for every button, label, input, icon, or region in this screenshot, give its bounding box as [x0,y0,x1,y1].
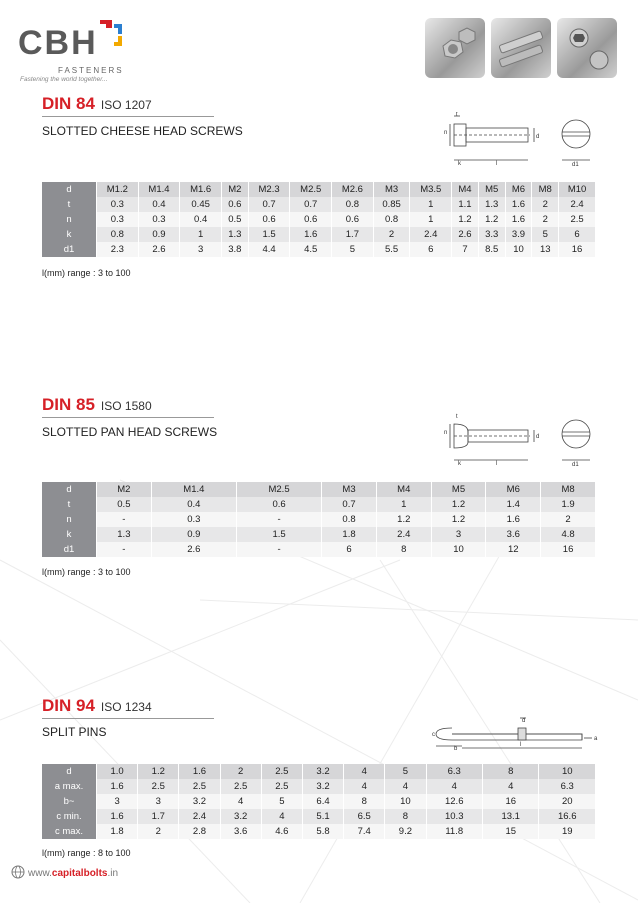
din84-cell: 1 [180,227,222,242]
din94-cell: 7.4 [344,824,385,839]
din85-cell: 1.2 [376,512,431,527]
din85-cell: 1.2 [431,512,486,527]
din94-cell: 5 [261,794,302,809]
din85-cell: 8 [376,542,431,557]
din84-cell: 0.4 [180,212,222,227]
din85-cell: 10 [431,542,486,557]
din84-cell: M10 [559,182,596,197]
din85-cell: M8 [541,482,596,497]
din85-cell: 12 [486,542,541,557]
din84-iso: ISO 1207 [100,98,152,112]
din85-cell: M3 [322,482,377,497]
din84-cell: 0.6 [248,212,290,227]
din84-cell: 3 [180,242,222,257]
din94-cell: 1.8 [97,824,138,839]
din84-cell: 3.3 [478,227,505,242]
din85-cell: 0.3 [151,512,236,527]
din94-cell: 6.3 [426,764,482,779]
din94-cell: 4 [385,779,426,794]
din84-cell: 2.6 [138,242,180,257]
din84-cell: 1 [410,197,452,212]
din85-cell: 1.3 [97,527,152,542]
din94-cell: 6.4 [302,794,343,809]
din94-cell: 3.2 [220,809,261,824]
din85-diagram-d1: d1 [572,462,579,468]
din85-diagram-t: t [456,414,458,420]
din85-cell: 1.9 [541,497,596,512]
din94-diagram-d: d [522,718,526,724]
din85-row-label: d [42,482,97,497]
din94-cell: 1.6 [179,764,220,779]
din94-cell: 10 [539,764,596,779]
din85-diagram-d: d [536,434,540,440]
din94-diagram-l: l [520,742,522,748]
din85-cell: 1.6 [486,512,541,527]
din94-cell: 10 [385,794,426,809]
din84-subtitle: SLOTTED CHEESE HEAD SCREWS [42,124,243,138]
din84-diagram-t: t [456,112,458,118]
product-photos [425,18,617,78]
din85-cell: 1 [376,497,431,512]
din84-cell: M2 [221,182,248,197]
din84-cell: 0.6 [290,212,332,227]
din94-cell: 8 [344,794,385,809]
din85-row-label: k [42,527,97,542]
logo-mark-icon [96,20,126,50]
din85-cell: 0.5 [97,497,152,512]
din84-row-label: k [42,227,97,242]
din84-cell: 1.2 [478,212,505,227]
din84-row-3 [42,227,596,242]
din94-table [42,764,596,839]
din84-cell: 0.8 [332,197,374,212]
din94-cell: 8 [482,764,538,779]
din84-cell: 5 [532,227,559,242]
din84-row-1 [42,197,596,212]
din85-cell: 3.6 [486,527,541,542]
din84-cell: 4.4 [248,242,290,257]
din85-diagram-l: l [496,461,498,467]
din84-diagram-k: k [458,161,461,167]
din84-range: l(mm) range : 3 to 100 [42,268,131,278]
din94-cell: 2.8 [179,824,220,839]
din84-cell: 8.5 [478,242,505,257]
din94-cell: 10.3 [426,809,482,824]
din84-cell: 6 [559,227,596,242]
din85-cell: M6 [486,482,541,497]
din84-cell: 0.4 [138,197,180,212]
din85-range: l(mm) range : 3 to 100 [42,567,131,577]
din94-cell: 2.4 [179,809,220,824]
din84-cell: M1.6 [180,182,222,197]
din84-cell: 0.45 [180,197,222,212]
din84-cell: 1.3 [478,197,505,212]
din85-diagram-k: k [458,461,461,467]
din85-table [42,482,596,557]
din84-cell: 0.9 [138,227,180,242]
din84-row-2 [42,212,596,227]
din84-cell: M3.5 [410,182,452,197]
din84-cell: 2 [532,212,559,227]
din85-cell: 4.8 [541,527,596,542]
din94-rule [42,718,214,719]
din84-cell: 7 [452,242,479,257]
din85-cell: M2 [97,482,152,497]
din84-cell: M5 [478,182,505,197]
din94-cell: 1.6 [97,779,138,794]
din84-cell: M8 [532,182,559,197]
din84-cell: 2.4 [559,197,596,212]
din84-cell: 2 [532,197,559,212]
din94-cell: 2 [138,824,179,839]
din84-cell: 0.85 [373,197,410,212]
din94-cell: 4 [220,794,261,809]
din94-range: l(mm) range : 8 to 100 [42,848,131,858]
din85-cell: 0.8 [322,512,377,527]
din84-cell: 13 [532,242,559,257]
din94-cell: 6.5 [344,809,385,824]
din94-cell: 3 [97,794,138,809]
screws-photo [557,18,617,78]
din84-row-label: n [42,212,97,227]
din84-cell: 6 [410,242,452,257]
din94-cell: 4.6 [261,824,302,839]
din84-cell: 5 [332,242,374,257]
din94-cell: 4 [482,779,538,794]
din85-cell: 2.6 [151,542,236,557]
logo-subtext: FASTENERS [58,66,124,75]
din84-cell: M2.3 [248,182,290,197]
din85-cell: M1.4 [151,482,236,497]
din94-row-4 [42,824,596,839]
din85-cell: 0.6 [236,497,321,512]
din94-row-label: c max. [42,824,97,839]
din84-cell: 10 [505,242,532,257]
din84-cell: 2.3 [97,242,139,257]
din84-cell: 1.6 [505,212,532,227]
din85-cell: 1.2 [431,497,486,512]
din84-row-label: d1 [42,242,97,257]
din85-cell: 16 [541,542,596,557]
din94-cell: 2.5 [220,779,261,794]
din84-diagram-d1: d1 [572,162,579,168]
din84-cell: M1.2 [97,182,139,197]
din94-cell: 15 [482,824,538,839]
din85-cell: 2 [541,512,596,527]
din85-rule [42,417,214,418]
din94-row-label: b~ [42,794,97,809]
din94-cell: 8 [385,809,426,824]
din85-cell: 0.7 [322,497,377,512]
din94-cell: 1.6 [97,809,138,824]
din85-cell: 2.4 [376,527,431,542]
din85-cell: 6 [322,542,377,557]
bolts-photo [491,18,551,78]
din94-cell: 3.2 [302,764,343,779]
din94-row-label: a max. [42,779,97,794]
din94-cell: 2.5 [179,779,220,794]
din94-cell: 16.6 [539,809,596,824]
din94-diagram [432,712,602,752]
din84-cell: 0.6 [221,197,248,212]
din94-cell: 3.2 [179,794,220,809]
din94-cell: 5.8 [302,824,343,839]
din85-row-2 [42,512,596,527]
din94-cell: 1.7 [138,809,179,824]
din85-cell: - [236,512,321,527]
din85-diagram-n: n [444,430,448,436]
din84-cell: 1.5 [248,227,290,242]
din84-cell: 1.3 [221,227,248,242]
din84-cell: 4.5 [290,242,332,257]
din84-cell: 0.8 [97,227,139,242]
din94-cell: 4 [344,779,385,794]
din85-row-3 [42,527,596,542]
din94-row-3 [42,809,596,824]
din94-diagram-c: c [432,732,435,738]
din85-cell: 3 [431,527,486,542]
logo-text: CBH [18,24,98,62]
din94-cell: 6.3 [539,779,596,794]
din94-cell: 11.8 [426,824,482,839]
din85-cell: - [97,512,152,527]
logo-tagline: Fastening the world together... [20,76,108,83]
din94-cell: 19 [539,824,596,839]
din84-cell: 0.5 [221,212,248,227]
din94-iso: ISO 1234 [100,700,152,714]
din84-cell: 0.3 [97,212,139,227]
din84-cell: 2 [373,227,410,242]
din85-subtitle: SLOTTED PAN HEAD SCREWS [42,425,218,439]
din85-cell: M2.5 [236,482,321,497]
din84-cell: 0.7 [290,197,332,212]
din84-cell: 0.3 [97,197,139,212]
din85-cell: 1.8 [322,527,377,542]
din84-row-0 [42,182,596,197]
din94-cell: 3.2 [302,779,343,794]
din94-cell: 20 [539,794,596,809]
din84-diagram [438,112,598,170]
din94-cell: 4 [426,779,482,794]
din84-diagram-n: n [444,130,448,136]
din84-cell: 1.1 [452,197,479,212]
din94-cell: 2.5 [261,779,302,794]
din84-cell: M1.4 [138,182,180,197]
din94-row-2 [42,794,596,809]
company-logo [18,18,138,88]
din84-diagram-l: l [496,161,498,167]
din94-diagram-a: a [594,736,598,742]
din84-title: DIN 84 ISO 1207 [42,94,152,113]
din84-diagram-d: d [536,134,540,140]
din94-cell: 9.2 [385,824,426,839]
din94-cell: 2 [220,764,261,779]
din85-iso: ISO 1580 [100,399,152,413]
din85-row-0 [42,482,596,497]
din84-cell: M4 [452,182,479,197]
din85-row-4 [42,542,596,557]
din85-row-label: t [42,497,97,512]
din84-cell: 2.6 [452,227,479,242]
din94-row-label: d [42,764,97,779]
din84-cell: 0.7 [248,197,290,212]
din85-cell: 0.9 [151,527,236,542]
din85-cell: M4 [376,482,431,497]
din84-cell: 3.8 [221,242,248,257]
din94-cell: 2.5 [261,764,302,779]
din84-row-4 [42,242,596,257]
din84-cell: 0.8 [373,212,410,227]
din94-cell: 5 [385,764,426,779]
din85-row-label: n [42,512,97,527]
website-link[interactable]: www.capitalbolts.in [28,868,119,879]
din84-cell: 2.5 [559,212,596,227]
din84-row-label: t [42,197,97,212]
globe-icon [10,864,26,880]
din84-cell: 2.4 [410,227,452,242]
din85-cell: 1.5 [236,527,321,542]
din84-table [42,182,596,257]
din85-cell: - [236,542,321,557]
din94-cell: 3 [138,794,179,809]
din94-cell: 13.1 [482,809,538,824]
din94-subtitle: SPLIT PINS [42,725,107,739]
din85-cell: 1.4 [486,497,541,512]
din84-cell: M6 [505,182,532,197]
din94-cell: 5.1 [302,809,343,824]
din84-cell: M2.5 [290,182,332,197]
din94-cell: 4 [261,809,302,824]
din84-cell: 16 [559,242,596,257]
din85-diagram [438,412,598,470]
din94-cell: 1.2 [138,764,179,779]
din84-cell: 1.7 [332,227,374,242]
din94-cell: 1.0 [97,764,138,779]
din84-cell: 1.6 [505,197,532,212]
din84-cell: 3.9 [505,227,532,242]
din84-cell: M2.6 [332,182,374,197]
din94-title: DIN 94 ISO 1234 [42,696,152,715]
din85-title: DIN 85 ISO 1580 [42,395,152,414]
nuts-photo [425,18,485,78]
din94-cell: 16 [482,794,538,809]
din94-cell: 2.5 [138,779,179,794]
din85-cell: 0.4 [151,497,236,512]
din84-cell: 0.3 [138,212,180,227]
din94-cell: 4 [344,764,385,779]
din84-cell: 1.6 [290,227,332,242]
din94-cell: 3.6 [220,824,261,839]
din94-row-label: c min. [42,809,97,824]
din85-cell: M5 [431,482,486,497]
din94-row-0 [42,764,596,779]
din84-cell: 1 [410,212,452,227]
din84-rule [42,116,214,117]
din84-cell: 5.5 [373,242,410,257]
din85-row-label: d1 [42,542,97,557]
din94-cell: 12.6 [426,794,482,809]
din84-row-label: d [42,182,97,197]
din94-diagram-b: b [454,746,458,752]
din85-cell: - [97,542,152,557]
din84-cell: 1.2 [452,212,479,227]
din94-row-1 [42,779,596,794]
din84-cell: 0.6 [332,212,374,227]
din85-row-1 [42,497,596,512]
din84-cell: M3 [373,182,410,197]
